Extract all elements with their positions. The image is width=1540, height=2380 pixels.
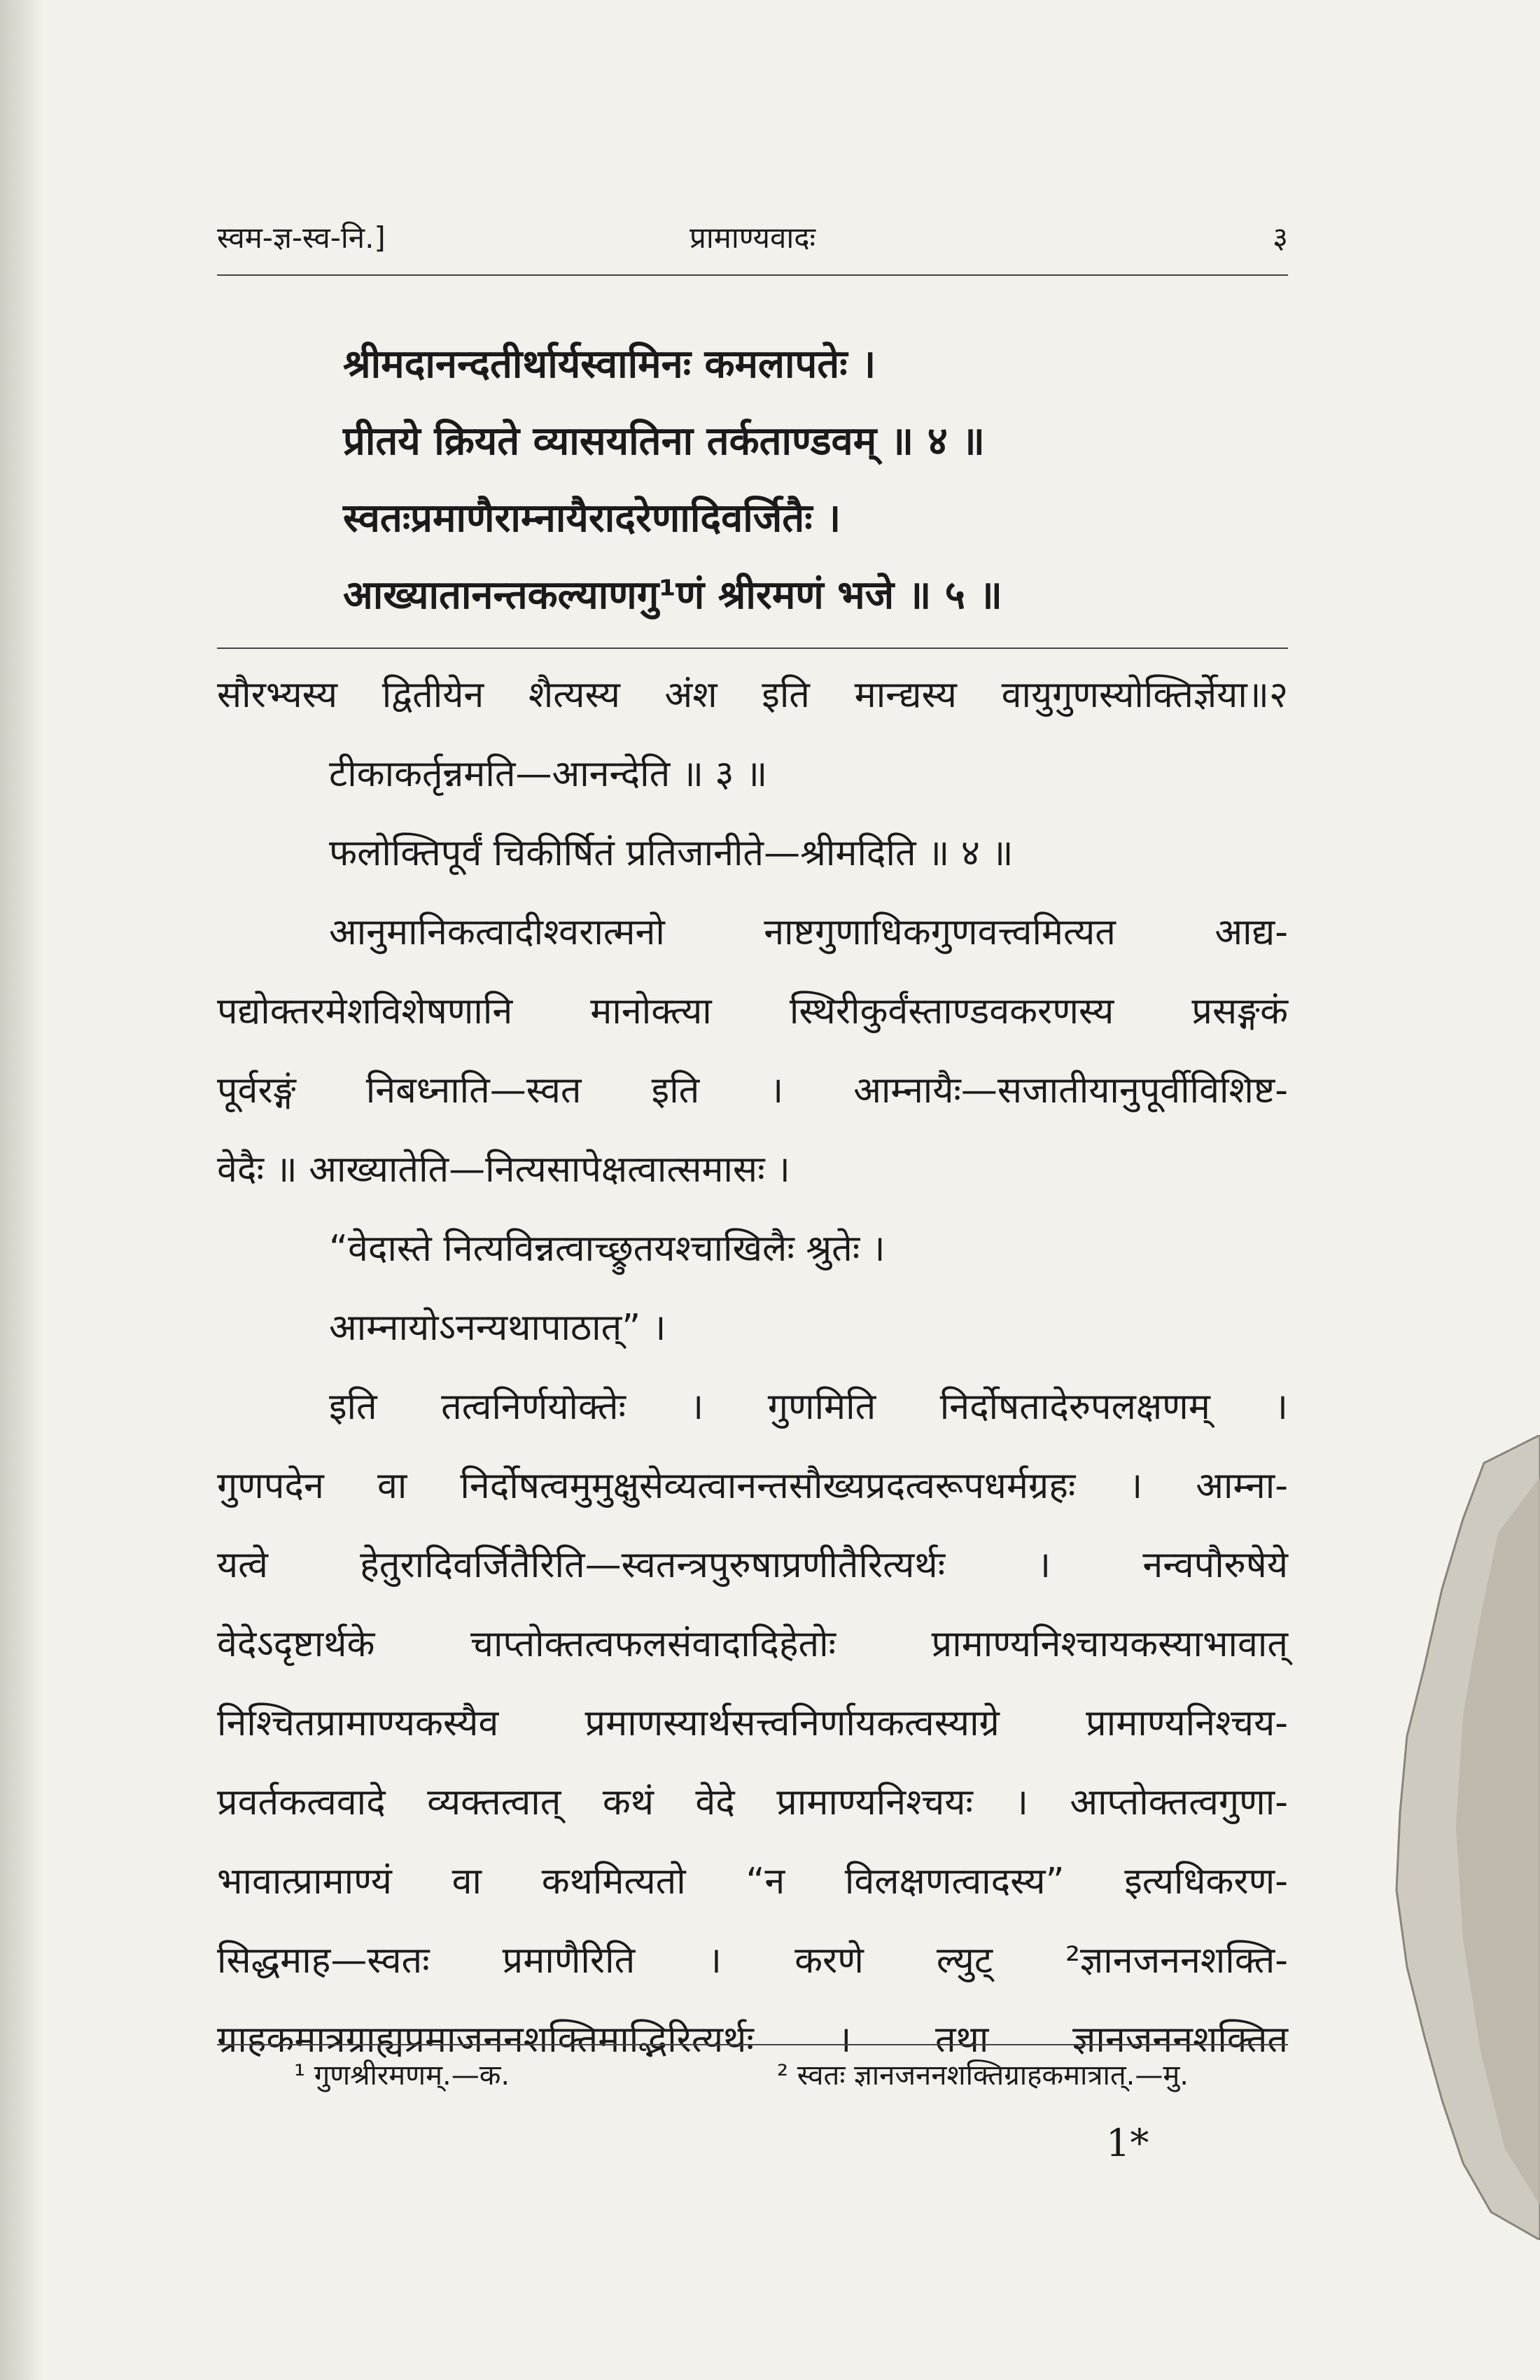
commentary-line: गुणपदेन वा निर्दोषत्वमुमुक्षुसेव्यत्वानन्तसौख्यप्रदत्वरूपधर्मग्रहः । आम्ना- <box>217 1465 1288 1507</box>
verse-line: आख्यातानन्तकल्याणगु¹णं श्रीरमणं भजे ॥ ५ ॥ <box>343 573 1002 618</box>
verse-line: स्वतःप्रमाणैराम्नायैरादरेणादिवर्जितैः । <box>343 496 841 541</box>
footnote-1: ¹ गुणश्रीरमणम्.—क. <box>294 2059 510 2092</box>
commentary-line: वेदेऽदृष्टार्थके चाप्तोक्तत्वफलसंवादादिहेतोः प्रामाण्यनिश्चायकस्याभावात् <box>217 1623 1288 1665</box>
verse-commentary-divider <box>217 648 1288 649</box>
footnote-rule <box>217 2044 1288 2045</box>
commentary-line: प्रवर्तकत्ववादे व्यक्तत्वात् कथं वेदे प्रामाण्यनिश्चयः । आप्तोक्तत्वगुणा- <box>217 1782 1288 1823</box>
commentary-line: भावात्प्रामाण्यं वा कथमित्यतो “न विलक्षणत्वादस्य” इत्यधिकरण- <box>217 1861 1288 1903</box>
commentary-line: निश्चितप्रामाण्यकस्यैव प्रमाणस्यार्थसत्त्वनिर्णायकत्वस्याग्रे प्रामाण्यनिश्चय- <box>217 1702 1288 1744</box>
page-binding-edge <box>0 0 42 2380</box>
page-number: ३ <box>1273 220 1288 255</box>
header-rule <box>217 274 1288 276</box>
commentary-line: आनुमानिकत्वादीश्वरात्मनो नाष्टगुणाधिकगुणवत्त्वमित्यत आद्य- <box>329 911 1288 953</box>
header-section-label: स्वम-ज्ञ-स्व-नि.] <box>217 220 386 255</box>
footnote-2: ² स्वतः ज्ञानजननशक्तिग्राहकमात्रात्.—मु. <box>777 2059 1189 2092</box>
torn-page-edge <box>1358 1435 1540 2240</box>
commentary-line: टीकाकर्तृन्नमति—आनन्देति ॥ ३ ॥ <box>329 753 768 795</box>
signature-mark: 1* <box>1106 2121 1149 2165</box>
commentary-line: ग्राहकमात्रग्राह्यप्रमाजननशक्तिमाद्भिरित्यर्थः । तथा ज्ञानजननशक्तित <box>217 2019 1288 2061</box>
header-title: प्रामाण्यवादः <box>689 220 816 255</box>
quotation-line: “वेदास्ते नित्यविन्नत्वाच्छ्रुतयश्चाखिलैः श्रुतेः । <box>329 1228 886 1270</box>
commentary-line: सौरभ्यस्य द्वितीयेन शैत्यस्य अंश इति मान्द्यस्य वायुगुणस्योक्तिर्ज्ञेया॥२ <box>217 674 1288 716</box>
quotation-line: आम्नायोऽनन्यथापाठात्” । <box>329 1307 666 1349</box>
verse-line: श्रीमदानन्दतीर्थार्यस्वामिनः कमलापतेः । <box>343 342 876 387</box>
commentary-line: पूर्वरङ्गं निबध्नाति—स्वत इति । आम्नायैः—सजातीयानुपूर्वीविशिष्ट- <box>217 1070 1288 1112</box>
commentary-line: यत्वे हेतुरादिवर्जितैरिति—स्वतन्त्रपुरुषाप्रणीतैरित्यर्थः । नन्वपौरुषेये <box>217 1544 1288 1586</box>
running-header <box>217 210 1288 266</box>
commentary-line: सिद्धमाह—स्वतः प्रमाणैरिति । करणे ल्युट् ²ज्ञानजननशक्ति- <box>217 1940 1288 1982</box>
commentary-line: पद्योक्तरमेशविशेषणानि मानोक्त्या स्थिरीकुर्वंस्ताण्डवकरणस्य प्रसङ्गकं <box>217 990 1288 1032</box>
verse-line: प्रीतये क्रियते व्यासयतिना तर्कताण्डवम् ॥ ४ ॥ <box>343 419 985 464</box>
commentary-line: इति तत्वनिर्णयोक्तेः । गुणमिति निर्दोषतादेरुपलक्षणम् । <box>329 1386 1288 1428</box>
commentary-line: फलोक्तिपूर्वं चिकीर्षितं प्रतिजानीते—श्रीमदिति ॥ ४ ॥ <box>329 832 1014 874</box>
commentary-line: वेदैः ॥ आख्यातेति—नित्यसापेक्षत्वात्समासः । <box>217 1149 790 1191</box>
